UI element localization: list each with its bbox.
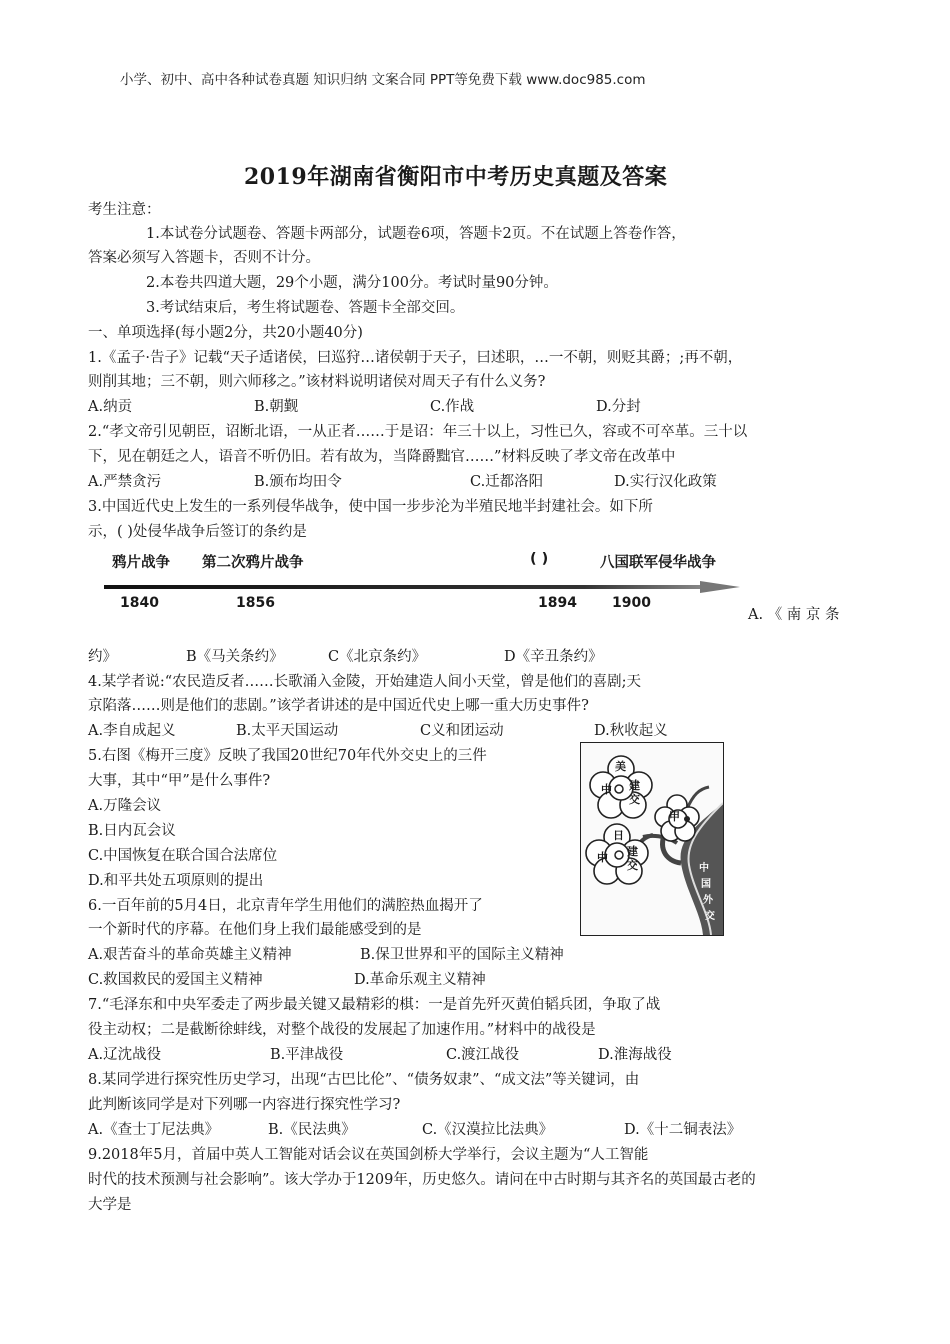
q9-stem-line2: 时代的技术预测与社会影响”。该大学办于1209年，历史悠久。请问在中古时期与其齐名的英国最古老的	[88, 1172, 756, 1188]
q3-option-b[interactable]: B《马关条约》	[186, 649, 284, 665]
q7-option-c[interactable]: C.渡江战役	[446, 1047, 520, 1063]
q1-option-d[interactable]: D.分封	[596, 399, 641, 415]
q2-option-b[interactable]: B.颁布均田令	[254, 474, 342, 490]
section-heading: 一、单项选择(每小题2分，共20小题40分)	[88, 325, 363, 341]
q3-stem-line2: 示，( )处侵华战争后签订的条约是	[88, 524, 307, 540]
q2-option-d[interactable]: D.实行汉化政策	[614, 474, 717, 490]
q5-option-d[interactable]: D.和平共处五项原则的提出	[88, 873, 264, 889]
branch-char-4: 交	[705, 911, 715, 922]
q1-option-a[interactable]: A.纳贡	[88, 399, 133, 415]
timeline-label-blank: ( )	[530, 551, 549, 567]
exam-title: 2019年湖南省衡阳市中考历史真题及答案	[244, 164, 668, 190]
q6-option-c[interactable]: C.救国救民的爱国主义精神	[88, 972, 263, 988]
q3-option-a-cont: 约》	[88, 649, 117, 665]
q9-stem-line1: 9.2018年5月，首届中英人工智能对话会议在英国剑桥大学举行，会议主题为“人工智能	[88, 1147, 649, 1163]
q7-option-d[interactable]: D.淮海战役	[598, 1047, 672, 1063]
timeline-year-1900: 1900	[612, 595, 651, 611]
q5-stem-line1: 5.右图《梅开三度》反映了我国20世纪70年代外交史上的三件	[88, 748, 487, 764]
q7-stem-line2: 役主动权；二是截断徐蚌线，对整个战役的发展起了加速作用。”材料中的战役是	[88, 1022, 596, 1038]
top-flower-char-3: 建	[629, 779, 640, 792]
timeline-label-opium-war: 鸦片战争	[112, 555, 170, 571]
notice-label: 考生注意：	[88, 202, 161, 218]
q8-option-b[interactable]: B.《民法典》	[268, 1122, 356, 1138]
low-flower-char-1: 日	[613, 829, 624, 842]
q5-option-b[interactable]: B.日内瓦会议	[88, 823, 176, 839]
branch-char-3: 外	[703, 895, 713, 906]
q6-stem-line2: 一个新时代的序幕。在他们身上我们最能感受到的是	[88, 922, 422, 938]
war-timeline	[100, 545, 750, 617]
q7-option-b[interactable]: B.平津战役	[270, 1047, 344, 1063]
timeline-year-1856: 1856	[236, 595, 275, 611]
q5-option-a[interactable]: A.万隆会议	[88, 798, 162, 814]
q1-option-b[interactable]: B.朝觐	[254, 399, 299, 415]
low-flower-char-3: 建	[627, 845, 638, 858]
q3-option-c[interactable]: C《北京条约》	[328, 649, 427, 665]
q4-option-c[interactable]: C义和团运动	[420, 723, 504, 739]
mid-flower-label: 甲	[669, 810, 680, 823]
notice-item-1-cont: 答案必须写入答题卡，否则不计分。	[88, 250, 320, 266]
timeline-label-eight-nation: 八国联军侵华战争	[600, 555, 716, 571]
q8-option-a[interactable]: A.《查士丁尼法典》	[88, 1122, 220, 1138]
q1-stem-line1: 1.《孟子·告子》记载“天子适诸侯，曰巡狩…诸侯朝于天子，曰述职，…一不朝，则贬其爵；;再不朝，	[88, 350, 743, 366]
page-header: 小学、初中、高中各种试卷真题 知识归纳 文案合同 PPT等免费下载 www.doc985.com	[120, 72, 646, 88]
q4-option-b[interactable]: B.太平天国运动	[236, 723, 339, 739]
plum-blossom-figure	[580, 742, 724, 936]
q6-stem-line1: 6.一百年前的5月4日，北京青年学生用他们的满腔热血揭开了	[88, 898, 483, 914]
q1-stem-line2: 则削其地；三不朝，则六师移之。”该材料说明诸侯对周天子有什么义务?	[88, 374, 546, 390]
q9-stem-line3: 大学是	[88, 1197, 132, 1213]
plum-branch-drawing	[581, 743, 723, 935]
low-flower-char-4: 交	[627, 859, 638, 872]
q2-option-c[interactable]: C.迁都洛阳	[470, 474, 544, 490]
top-flower-char-2: 中	[601, 783, 612, 796]
q3-stem-line1: 3.中国近代史上发生的一系列侵华战争，使中国一步步沦为半殖民地半封建社会。如下所	[88, 499, 653, 515]
q3-option-a[interactable]: A. 《 南 京 条	[748, 607, 840, 623]
top-flower-char-4: 交	[629, 793, 640, 806]
q4-option-d[interactable]: D.秋收起义	[594, 723, 668, 739]
timeline-year-1840: 1840	[120, 595, 159, 611]
q6-option-d[interactable]: D.革命乐观主义精神	[354, 972, 486, 988]
low-flower-char-2: 中	[597, 851, 608, 864]
notice-item-3: 3.考试结束后，考生将试题卷、答题卡全部交回。	[146, 300, 465, 316]
q8-option-d[interactable]: D.《十二铜表法》	[624, 1122, 742, 1138]
q3-option-d[interactable]: D《辛丑条约》	[504, 649, 603, 665]
timeline-year-1894: 1894	[538, 595, 577, 611]
top-flower-char-1: 美	[615, 760, 626, 773]
branch-char-2: 国	[701, 879, 711, 890]
q8-stem-line2: 此判断该同学是对下列哪一内容进行探究性学习?	[88, 1097, 401, 1113]
q2-stem-line1: 2.“孝文帝引见朝臣，诏断北语，一从正者……于是诏：年三十以上，习性已久，容或不可卒革。三十以	[88, 424, 748, 440]
q4-stem-line1: 4.某学者说:“农民造反者……长歌涌入金陵，开始建造人间小天堂，曾是他们的喜剧;天	[88, 674, 642, 690]
q8-stem-line1: 8.某同学进行探究性历史学习，出现“古巴比伦”、“债务奴隶”、“成文法”等关键词，由	[88, 1072, 640, 1088]
q6-option-a[interactable]: A.艰苦奋斗的革命英雄主义精神	[88, 947, 292, 963]
q5-stem-line2: 大事，其中“甲”是什么事件?	[88, 773, 271, 789]
q7-option-a[interactable]: A.辽沈战役	[88, 1047, 162, 1063]
q2-option-a[interactable]: A.严禁贪污	[88, 474, 162, 490]
q1-option-c[interactable]: C.作战	[430, 399, 475, 415]
timeline-label-second-opium-war: 第二次鸦片战争	[202, 555, 304, 571]
notice-item-1: 1.本试卷分试题卷、答题卡两部分，试题卷6项，答题卡2页。不在试题上答卷作答，	[146, 226, 686, 242]
branch-char-1: 中	[699, 863, 709, 874]
q8-option-c[interactable]: C.《汉漠拉比法典》	[422, 1122, 554, 1138]
notice-item-2: 2.本卷共四道大题，29个小题，满分100分。考试时量90分钟。	[146, 275, 558, 291]
q5-option-c[interactable]: C.中国恢复在联合国合法席位	[88, 848, 278, 864]
q4-option-a[interactable]: A.李自成起义	[88, 723, 176, 739]
q4-stem-line2: 京陷落……则是他们的悲剧。”该学者讲述的是中国近代史上哪一重大历史事件?	[88, 698, 589, 714]
q2-stem-line2: 下，见在朝廷之人，语音不听仍旧。若有故为，当降爵黜官……”材料反映了孝文帝在改革中	[88, 449, 676, 465]
q7-stem-line1: 7.“毛泽东和中央军委走了两步最关键又最精彩的棋：一是首先歼灭黄伯韬兵团，争取了战	[88, 997, 661, 1013]
q6-option-b[interactable]: B.保卫世界和平的国际主义精神	[360, 947, 564, 963]
